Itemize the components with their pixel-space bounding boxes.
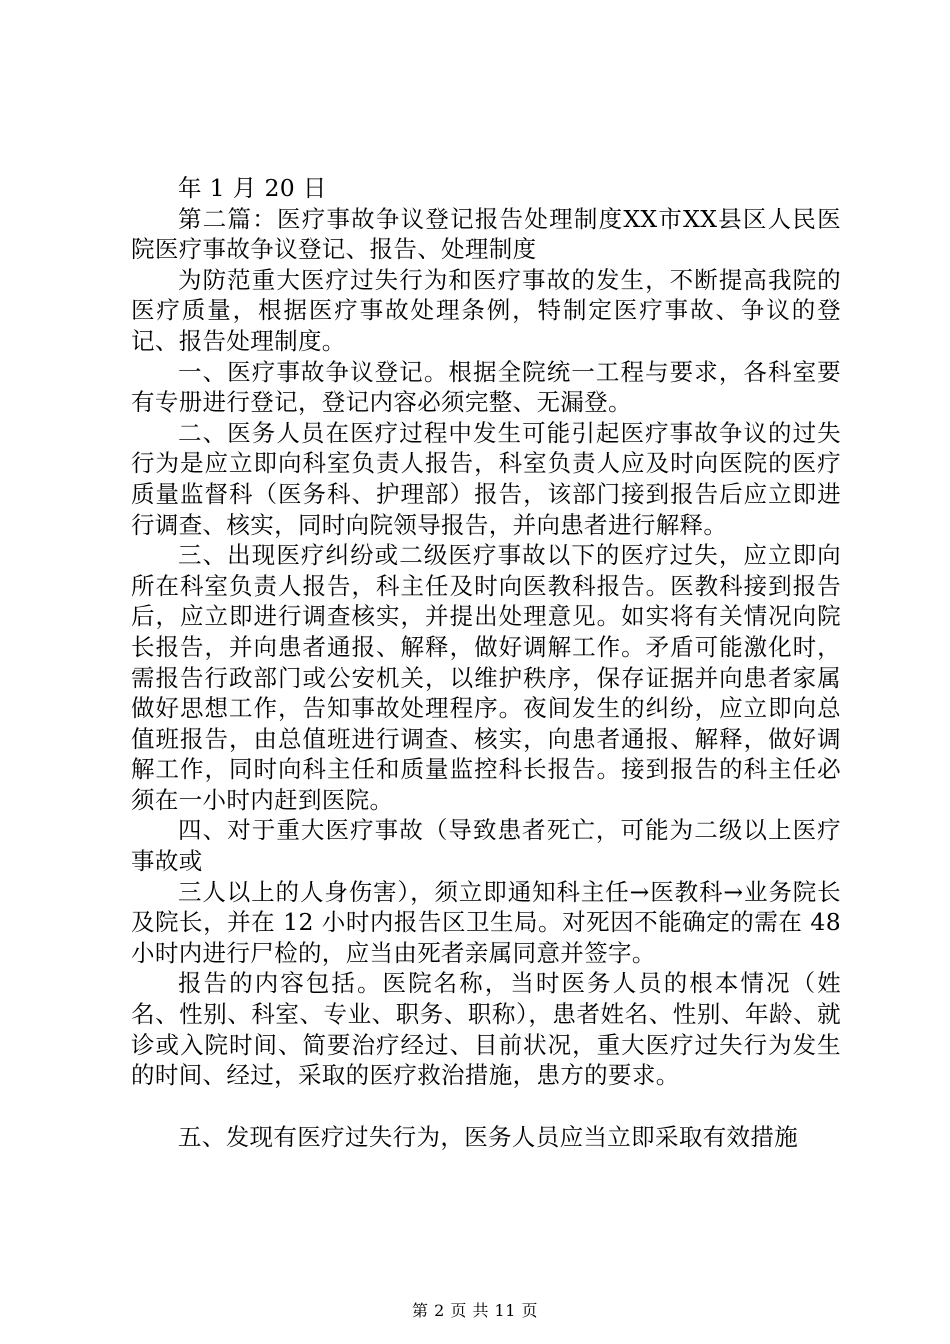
paragraph-date: 年 1 月 20 日	[178, 174, 327, 202]
page-number: 第 2 页 共 11 页	[412, 1301, 538, 1320]
paragraph-intro: 为防范重大医疗过失行为和医疗事故的发生，不断提高我院的医疗质量，根据医疗事故处理条例，特制定医疗事故、争议的登记、报告处理制度。	[131, 265, 841, 355]
paragraph-item-4-cont: 三人以上的人身伤害），须立即通知科主任→医教科→业务院长及院长，并在 12 小时内报告区卫生局。对死因不能确定的需在 48 小时内进行尸检的，应当由死者亲属同意并签字。	[131, 877, 841, 967]
document-body	[131, 173, 841, 1152]
paragraph-item-1: 一、医疗事故争议登记。根据全院统一工程与要求，各科室要有专册进行登记，登记内容必须完整、无漏登。	[131, 357, 841, 417]
paragraph-item-3: 三、出现医疗纠纷或二级医疗事故以下的医疗过失，应立即向所在科室负责人报告，科主任及时向医教科报告。医教科接到报告后，应立即进行调查核实，并提出处理意见。如实将有关情况向院长报告，并向患者通报、解释，做好调解工作。矛盾可能激化时，需报告行政部门或公安机关，以维护秩序，保存证据并向患者家属做好思想工作，告知事故处理程序。夜间发生的纠纷，应立即向总值班报告，由总值班进行调查、核实，向患者通报、解释，做好调解工作，同时向科主任和质量监控科长报告。接到报告的科主任必须在一小时内赶到医院。	[131, 541, 841, 814]
paragraph-item-4: 四、对于重大医疗事故（导致患者死亡，可能为二级以上医疗事故或	[131, 816, 841, 876]
paragraph-item-2: 二、医务人员在医疗过程中发生可能引起医疗事故争议的过失行为是应立即向科室负责人报告，科室负责人应及时向医院的医疗质量监督科（医务科、护理部）报告，该部门接到报告后应立即进行调查、核实，同时向院领导报告，并向患者进行解释。	[131, 418, 841, 539]
paragraph-item-5: 五、发现有医疗过失行为，医务人员应当立即采取有效措施	[178, 1122, 799, 1151]
paragraph-report-content: 报告的内容包括。医院名称，当时医务人员的根本情况（姓名、性别、科室、专业、职务、职称），患者姓名、性别、年龄、就诊或入院时间、简要治疗经过、目前状况，重大医疗过失行为发生的时间、经过，采取的医疗救治措施，患方的要求。	[131, 969, 841, 1090]
paragraph-heading: 第二篇：医疗事故争议登记报告处理制度XX市XX县区人民医院医疗事故争议登记、报告、处理制度	[131, 204, 841, 264]
